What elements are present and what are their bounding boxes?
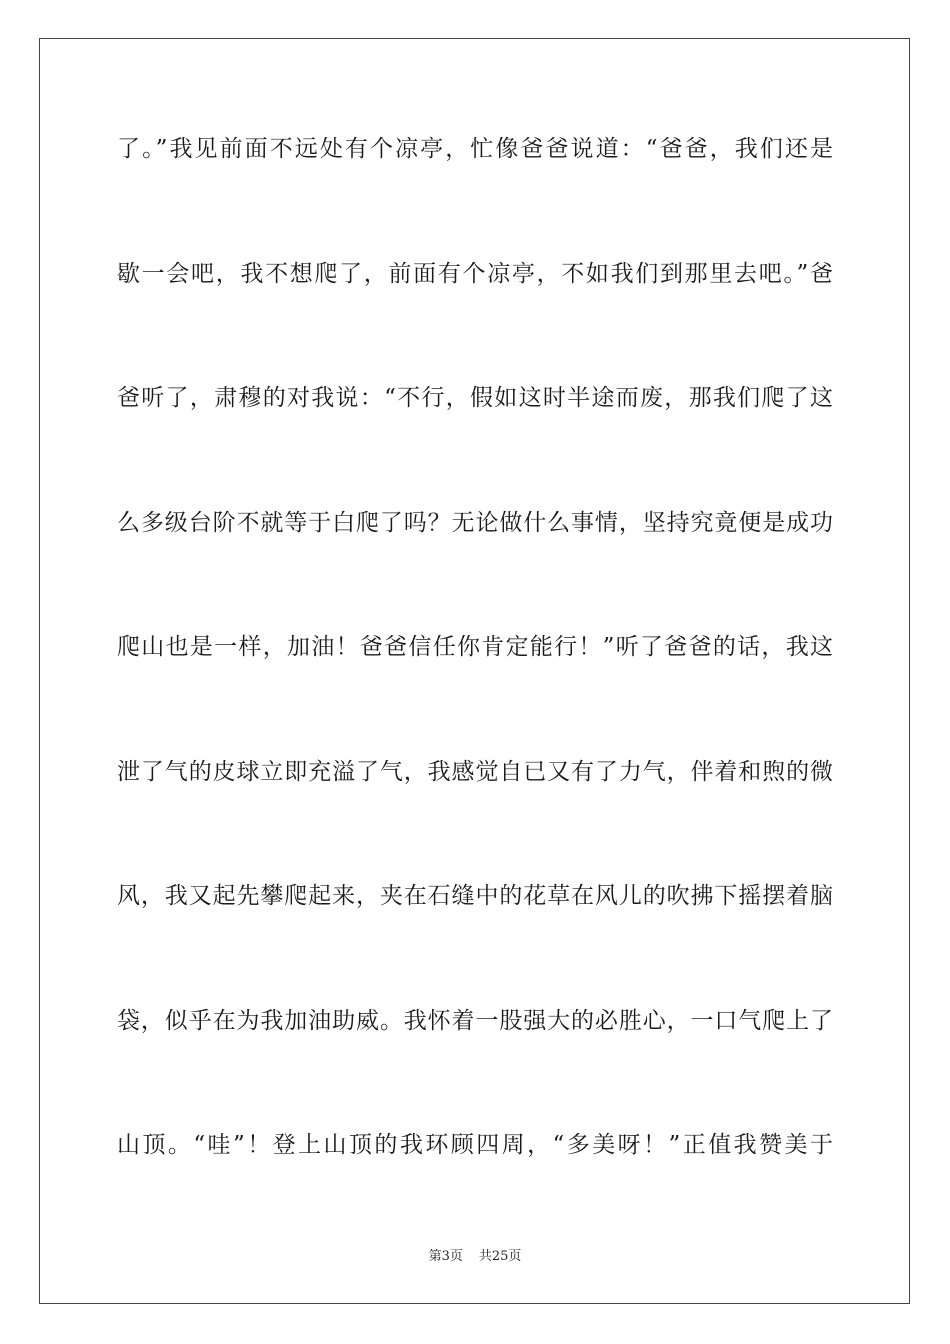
page-number: 第3页 (428, 1249, 463, 1264)
page-total: 共25页 (478, 1249, 522, 1264)
body-text-line-3: 爸听了，肃穆的对我说：“不行，假如这时半途而废，那我们爬了这 (117, 385, 833, 411)
body-text-line-6: 泄了气的皮球立即充溢了气，我感觉自已又有了力气，伴着和煦的微 (117, 759, 833, 785)
body-text-line-7: 风，我又起先攀爬起来，夹在石缝中的花草在风儿的吹拂下摇摆着脑 (117, 883, 833, 909)
page-footer (0, 1248, 950, 1266)
body-text-line-4: 么多级台阶不就等于白爬了吗？无论做什么事情，坚持究竟便是成功 (117, 510, 833, 536)
body-text-line-1: 了。”我见前面不远处有个凉亭，忙像爸爸说道：“爸爸，我们还是 (117, 136, 833, 162)
page-border (39, 38, 910, 1304)
body-text-line-8: 袋，似乎在为我加油助威。我怀着一股强大的必胜心，一口气爬上了 (117, 1008, 833, 1034)
body-text-line-5: 爬山也是一样，加油！爸爸信任你肯定能行！”听了爸爸的话，我这 (117, 634, 833, 660)
body-text-line-9: 山顶。“哇”！登上山顶的我环顾四周，“多美呀！”正值我赞美于 (117, 1132, 833, 1158)
body-text-line-2: 歇一会吧，我不想爬了，前面有个凉亭，不如我们到那里去吧。”爸 (117, 261, 833, 287)
